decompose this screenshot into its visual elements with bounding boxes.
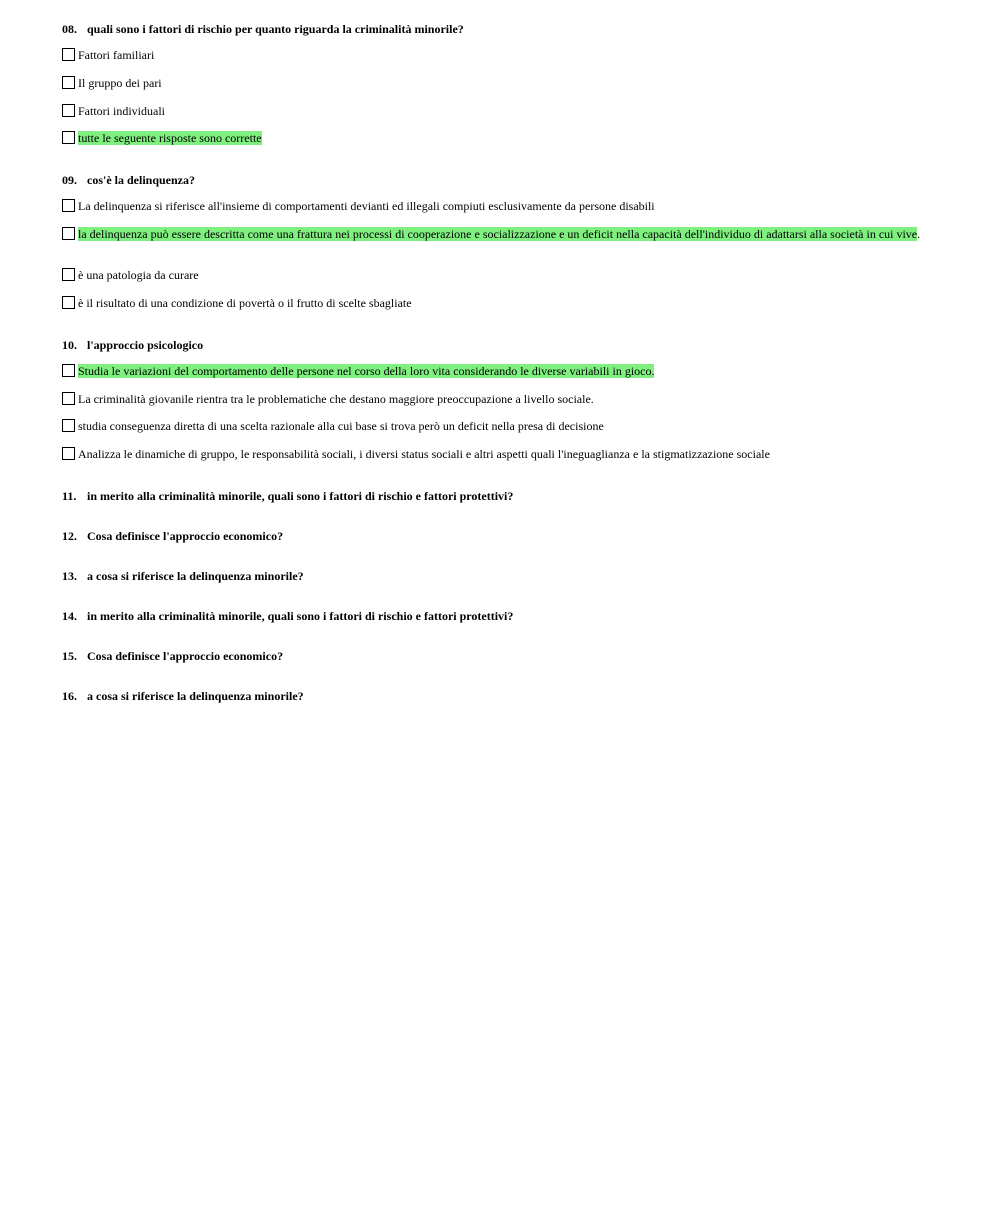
answer-checkbox[interactable] [62, 419, 75, 432]
question-number: 13. [62, 569, 77, 583]
question-text: in merito alla criminalità minorile, quali sono i fattori di rischio e fattori protettivi? [87, 489, 514, 503]
answer-text: è il risultato di una condizione di povertà o il frutto di scelte sbagliate [78, 296, 412, 310]
question-title [62, 529, 283, 543]
answer-option-correct [62, 364, 932, 379]
answer-text: Fattori individuali [78, 104, 165, 118]
answer-text: è una patologia da curare [78, 268, 199, 282]
question-text: Cosa definisce l'approccio economico? [87, 529, 284, 543]
answer-option [62, 199, 932, 214]
question-title [62, 649, 283, 663]
answer-option [62, 104, 932, 119]
answer-checkbox[interactable] [62, 76, 75, 89]
answer-checkbox[interactable] [62, 296, 75, 309]
answer-checkbox[interactable] [62, 268, 75, 281]
answer-text: La criminalità giovanile rientra tra le problematiche che destano maggiore preoccupazione a livello sociale. [78, 392, 594, 406]
answer-text: Analizza le dinamiche di gruppo, le responsabilità sociali, i diversi status sociali e altri aspetti quali l'ineguaglianza e la stigmatizzazione sociale [78, 447, 770, 461]
correct-answer-highlight: Studia le variazioni del comportamento delle persone nel corso della loro vita considerando le diverse variabili in gioco. [78, 364, 655, 378]
question-number: 16. [62, 689, 77, 703]
answer-checkbox[interactable] [62, 447, 75, 460]
answer-checkbox[interactable] [62, 392, 75, 405]
answer-option [62, 268, 932, 283]
question-title [62, 569, 304, 583]
answer-checkbox[interactable] [62, 227, 75, 240]
answer-checkbox[interactable] [62, 131, 75, 144]
answer-checkbox[interactable] [62, 104, 75, 117]
question-text: Cosa definisce l'approccio economico? [87, 649, 284, 663]
answer-text: Fattori familiari [78, 48, 155, 62]
answer-checkbox[interactable] [62, 48, 75, 61]
answer-text: studia conseguenza diretta di una scelta razionale alla cui base si trova però un deficit nella presa di decisione [78, 419, 604, 433]
question-title [62, 609, 513, 623]
answer-option [62, 392, 932, 407]
question-text: quali sono i fattori di rischio per quanto riguarda la criminalità minorile? [87, 22, 464, 36]
question-number: 09. [62, 173, 77, 187]
question-number: 12. [62, 529, 77, 543]
question-number: 11. [62, 489, 77, 503]
correct-answer-highlight: tutte le seguente risposte sono corrette [78, 131, 262, 145]
answer-suffix: . [917, 227, 921, 241]
answer-option [62, 76, 932, 91]
question-title [62, 689, 304, 703]
answer-text: La delinquenza si riferisce all'insieme di comportamenti devianti ed illegali compiuti esclusivamente da persone disabili [78, 199, 655, 213]
answer-option-correct [62, 227, 932, 242]
question-text: a cosa si riferisce la delinquenza minorile? [87, 689, 304, 703]
question-text: l'approccio psicologico [87, 338, 204, 352]
question-number: 14. [62, 609, 77, 623]
answer-option [62, 447, 932, 462]
answer-checkbox[interactable] [62, 364, 75, 377]
question-text: in merito alla criminalità minorile, quali sono i fattori di rischio e fattori protettivi? [87, 609, 514, 623]
question-title [62, 338, 203, 352]
answer-option-correct [62, 131, 932, 146]
answer-option [62, 419, 932, 434]
answer-text: Il gruppo dei pari [78, 76, 162, 90]
question-number: 08. [62, 22, 77, 36]
answer-checkbox[interactable] [62, 199, 75, 212]
question-text: a cosa si riferisce la delinquenza minorile? [87, 569, 304, 583]
answer-option [62, 296, 932, 311]
question-text: cos'è la delinquenza? [87, 173, 196, 187]
question-title [62, 173, 195, 187]
question-title [62, 22, 464, 36]
answer-option [62, 48, 932, 63]
question-number: 15. [62, 649, 77, 663]
question-number: 10. [62, 338, 77, 352]
correct-answer-highlight: la delinquenza può essere descritta come una frattura nei processi di cooperazione e socializzazione e un deficit nella capacità dell'individuo di adattarsi alla società in cui vive [78, 227, 918, 241]
question-title [62, 489, 513, 503]
